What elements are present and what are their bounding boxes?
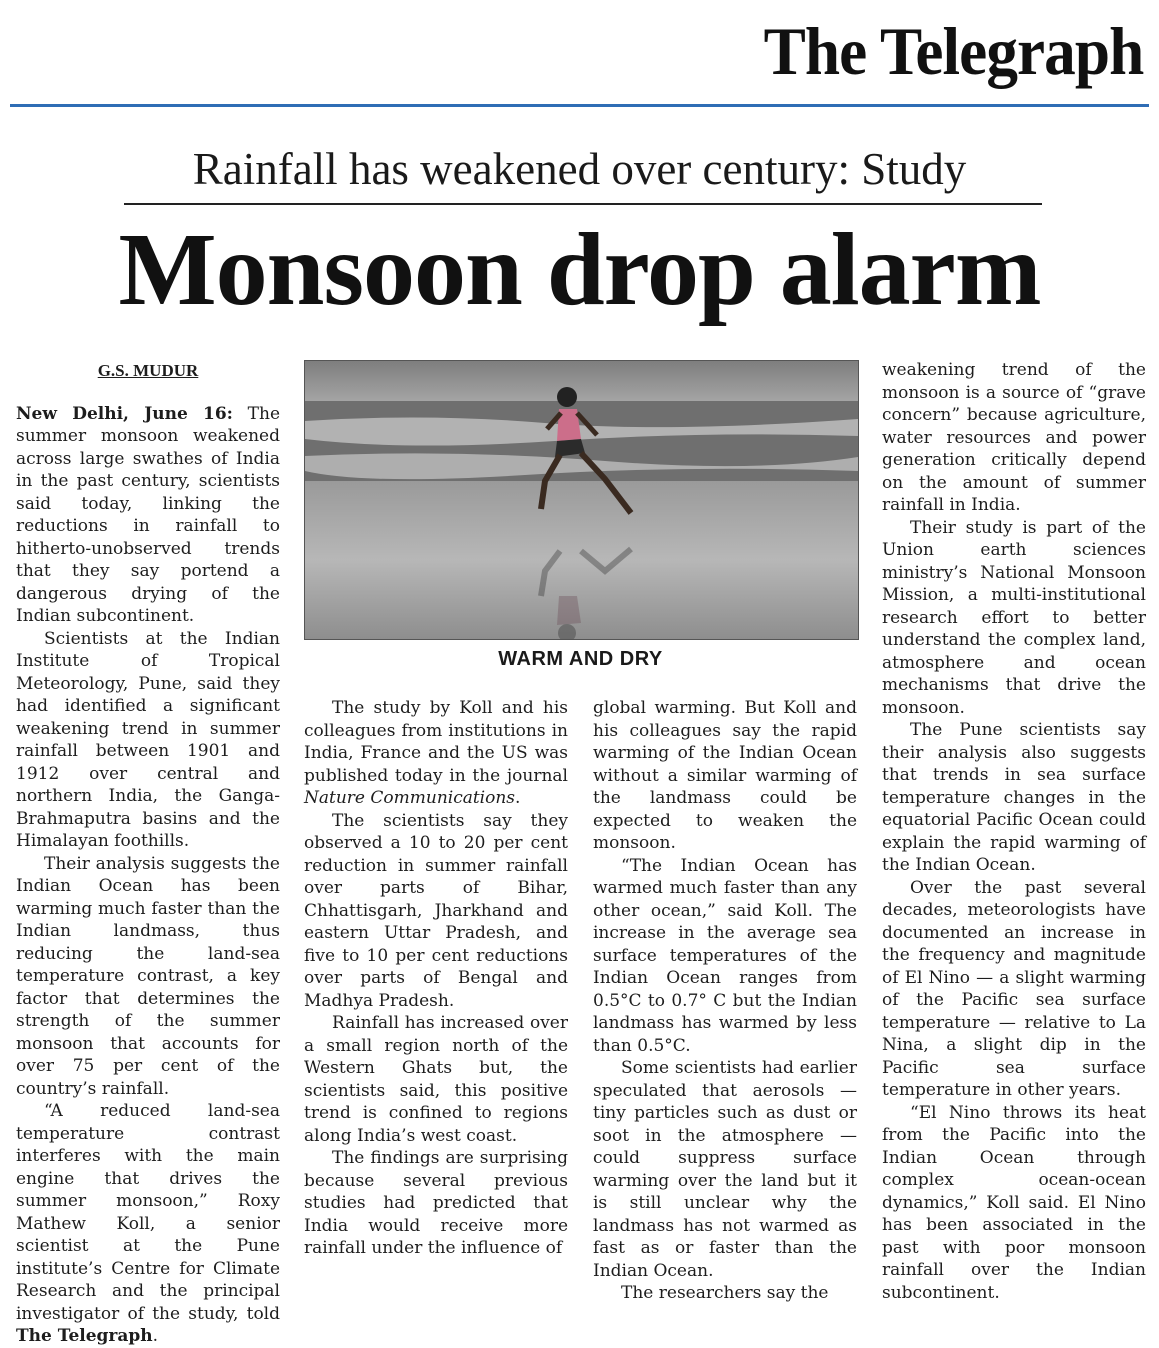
paragraph: “El Nino throws its heat from the Pacific into the Indian Ocean through complex ocean-ocean dynamics,” Koll said. El Nino has been associated in the past with poor monsoon rainfall over the Indian subcontinent. — [882, 1102, 1146, 1303]
paragraph — [304, 697, 568, 810]
masthead-rule — [10, 104, 1149, 107]
punctuation: . — [152, 1326, 159, 1346]
paragraph: global warming. But Koll and his colleagues say the rapid warming of the Indian Ocean without a similar warming of the landmass could be expected to weaken the monsoon. — [593, 698, 857, 853]
article-column-4 — [882, 359, 1146, 1304]
kicker-text: Rainfall has weakened over century: Study — [192, 144, 967, 194]
paragraph: Their study is part of the Union earth sciences ministry’s National Monsoon Mission, a multi-institutional research effort to better understand the complex land, atmosphere and ocean mechanisms that drive the monsoon. — [882, 517, 1146, 718]
dateline: New Delhi, June 16: — [16, 403, 233, 424]
article-column-3 — [593, 697, 857, 1305]
paragraph-text: “A reduced land-sea temperature contrast interferes with the main engine that drives the summer monsoon,” Roxy Mathew Koll, a senior scientist at the Pune institute’s Centre for Climate Research and the principal investigator of the study, told — [16, 1101, 280, 1324]
newspaper-name: The Telegraph — [16, 1326, 153, 1346]
kicker-underline — [124, 203, 1042, 205]
paragraph: The findings are surprising because several previous studies had predicted that India would receive more rainfall under the influence of — [304, 1148, 568, 1258]
paragraph: Rainfall has increased over a small region north of the Western Ghats but, the scientists said, this positive trend is confined to regions along India’s west coast. — [304, 1013, 568, 1146]
paragraph: The Pune scientists say their analysis also suggests that trends in sea surface temperature changes in the equatorial Pacific Ocean could explain the rapid warming of the Indian Ocean. — [882, 720, 1146, 875]
lead-paragraph — [16, 403, 280, 628]
kicker-headline — [0, 143, 1159, 195]
paragraph-text: The summer monsoon weakened across large swathes of India in the past century, scientists said today, linking the reductions in rainfall to hitherto-unobserved trends that they say portend a dangerous drying of the Indian subcontinent. — [16, 403, 281, 626]
paragraph: Some scientists had earlier speculated that aerosols — tiny particles such as dust or soot in the atmosphere — could suppress surface warming over the land but it is still unclear why the landmass has not warmed as fast as or faster than the Indian Ocean. — [593, 1058, 857, 1281]
paragraph: The scientists say they observed a 10 to 20 per cent reduction in summer rainfall over parts of Bihar, Chhattisgarh, Jharkhand and eastern Uttar Pradesh, and five to 10 per cent reductions over parts of Bengal and Madhya Pradesh. — [304, 810, 568, 1011]
paragraph: Their analysis suggests the Indian Ocean has been warming much faster than the Indian landmass, thus reducing the land-sea temperature contrast, a key factor that determines the strength of the summer monsoon that accounts for over 75 per cent of the country’s rainfall. — [16, 853, 280, 1099]
paragraph-text: The study by Koll and his colleagues from institutions in India, France and the US was published today in the journal — [304, 698, 568, 786]
paragraph — [16, 1100, 280, 1348]
photo-caption: WARM AND DRY — [498, 648, 663, 670]
paragraph: Scientists at the Indian Institute of Tropical Meteorology, Pune, said they had identified a significant weakening trend in summer rainfall between 1901 and 1912 over central and northern India, the Ganga-Brahmaputra basins and the Himalayan foothills. — [16, 628, 280, 851]
byline: G.S. MUDUR — [97, 361, 199, 380]
punctuation: . — [515, 788, 521, 808]
masthead-logo: The Telegraph — [763, 13, 1143, 89]
paragraph: “The Indian Ocean has warmed much faster than any other ocean,” said Koll. The increase in the average sea surface temperatures of the Indian Ocean ranges from 0.5°C to 0.7° C but the Indian landmass has warmed by less than 0.5°C. — [593, 855, 857, 1056]
beach-photo — [304, 360, 859, 640]
paragraph: Over the past several decades, meteorologists have documented an increase in the frequency and magnitude of El Nino — a slight warming of the Pacific sea surface temperature — relative to La Nina, a slight dip in the Pacific sea surface temperature in other years. — [882, 877, 1146, 1100]
paragraph: weakening trend of the monsoon is a source of “grave concern” because agriculture, water resources and power generation critically depend on the amount of summer rainfall in India. — [882, 360, 1146, 515]
journal-name: Nature Communications — [304, 788, 516, 808]
child-running-on-beach-image — [305, 361, 858, 639]
main-headline: Monsoon drop alarm — [118, 212, 1041, 327]
article-column-2 — [304, 697, 568, 1260]
paragraph: The researchers say the — [621, 1283, 829, 1303]
article-column-1 — [16, 360, 280, 1348]
